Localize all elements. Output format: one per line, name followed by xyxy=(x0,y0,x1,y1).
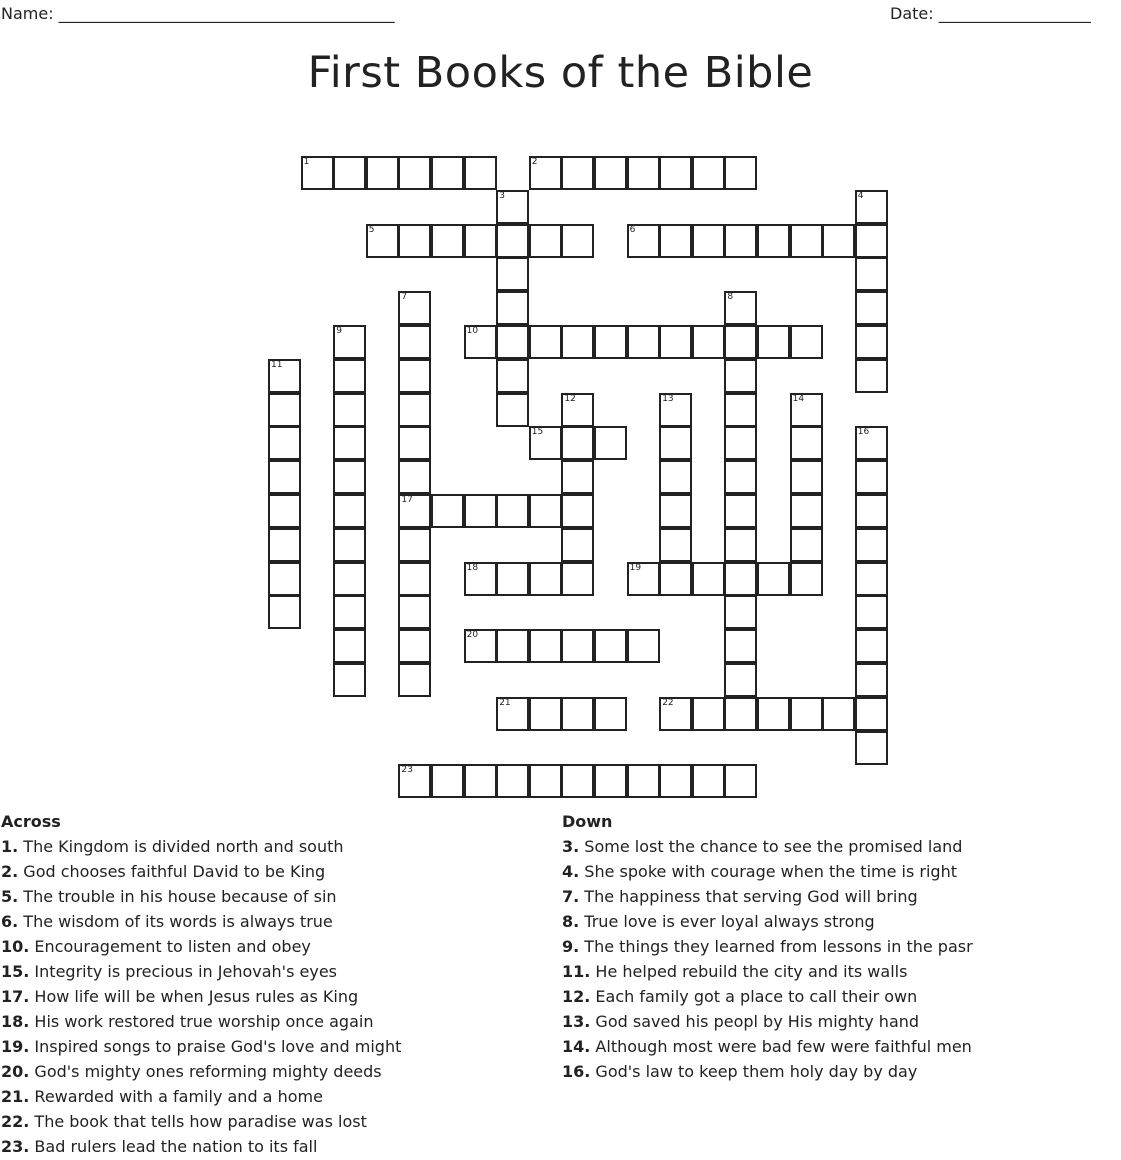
grid-cell[interactable] xyxy=(431,764,464,798)
clue-number: 7. xyxy=(562,887,580,906)
cell-number: 5 xyxy=(368,224,375,235)
grid-cell[interactable] xyxy=(724,460,757,494)
grid-cell[interactable] xyxy=(790,224,823,258)
clue-number: 9. xyxy=(562,937,580,956)
grid-cell[interactable] xyxy=(692,224,725,258)
grid-cell[interactable] xyxy=(268,494,301,528)
grid-cell[interactable] xyxy=(496,224,529,258)
clue-number: 4. xyxy=(562,862,580,881)
cell-number: 8 xyxy=(727,292,734,303)
grid-cell[interactable] xyxy=(724,156,757,190)
grid-cell[interactable] xyxy=(790,528,823,562)
grid-cell[interactable] xyxy=(790,697,823,731)
grid-cell[interactable] xyxy=(855,697,888,731)
grid-cell[interactable] xyxy=(333,595,366,629)
grid-cell[interactable] xyxy=(496,393,529,427)
across-clue xyxy=(1,959,401,984)
grid-cell[interactable] xyxy=(268,393,301,427)
across-clue xyxy=(1,834,401,859)
grid-cell[interactable] xyxy=(594,156,627,190)
grid-cell[interactable] xyxy=(398,426,431,460)
grid-cell[interactable] xyxy=(398,629,431,663)
cell-number: 20 xyxy=(466,630,479,641)
clue-number: 8. xyxy=(562,912,580,931)
across-clue xyxy=(1,1059,401,1084)
clue-text: The book that tells how paradise was lost xyxy=(29,1112,367,1131)
down-clue xyxy=(562,984,973,1009)
grid-cell[interactable] xyxy=(398,359,431,393)
grid-cell[interactable] xyxy=(268,595,301,629)
grid-cell[interactable] xyxy=(855,325,888,359)
grid-cell[interactable] xyxy=(659,325,692,359)
grid-cell[interactable] xyxy=(496,629,529,663)
grid-cell[interactable] xyxy=(855,257,888,291)
across-clue xyxy=(1,1009,401,1034)
grid-cell[interactable] xyxy=(398,528,431,562)
clue-text: Encouragement to listen and obey xyxy=(29,937,311,956)
grid-cell[interactable] xyxy=(398,325,431,359)
cell-number: 16 xyxy=(857,427,870,438)
grid-cell[interactable] xyxy=(561,528,594,562)
grid-cell[interactable] xyxy=(398,156,431,190)
cell-number: 21 xyxy=(499,697,511,708)
clue-text: True love is ever loyal always strong xyxy=(579,912,875,931)
grid-cell[interactable] xyxy=(398,460,431,494)
grid-cell[interactable] xyxy=(594,764,627,798)
clue-number: 10. xyxy=(1,937,30,956)
grid-cell[interactable] xyxy=(496,494,529,528)
grid-cell[interactable] xyxy=(724,393,757,427)
across-clue xyxy=(1,909,401,934)
grid-cell[interactable] xyxy=(855,731,888,765)
clue-text: The Kingdom is divided north and south xyxy=(18,837,344,856)
cell-number: 1 xyxy=(303,157,310,167)
clue-number: 14. xyxy=(562,1037,591,1056)
across-clue xyxy=(1,1134,401,1159)
clue-number: 22. xyxy=(1,1112,30,1131)
clue-text: The happiness that serving God will bring xyxy=(579,887,918,906)
cell-number: 19 xyxy=(629,562,642,573)
clue-text: God's mighty ones reforming mighty deeds xyxy=(29,1062,382,1081)
clue-number: 16. xyxy=(562,1062,591,1081)
grid-cell[interactable] xyxy=(659,460,692,494)
grid-cell[interactable] xyxy=(724,629,757,663)
grid-cell[interactable] xyxy=(724,528,757,562)
grid-cell[interactable] xyxy=(692,697,725,731)
grid-cell[interactable] xyxy=(659,156,692,190)
grid-cell[interactable] xyxy=(627,156,660,190)
cell-number: 10 xyxy=(466,326,479,336)
grid-cell[interactable] xyxy=(561,325,594,359)
across-clue xyxy=(1,859,401,884)
page-title: First Books of the Bible xyxy=(307,48,814,98)
grid-cell[interactable] xyxy=(724,764,757,798)
down-clue xyxy=(562,1009,973,1034)
clue-text: The wisdom of its words is always true xyxy=(18,912,333,931)
clue-number: 2. xyxy=(1,862,19,881)
grid-cell[interactable] xyxy=(790,325,823,359)
clue-number: 13. xyxy=(562,1012,591,1031)
grid-cell[interactable] xyxy=(855,528,888,562)
across-heading: Across xyxy=(1,812,61,831)
down-clue xyxy=(562,1034,973,1059)
grid-cell[interactable] xyxy=(268,562,301,596)
clue-number: 23. xyxy=(1,1137,30,1156)
down-clue xyxy=(562,1059,973,1084)
grid-cell[interactable] xyxy=(724,595,757,629)
grid-cell[interactable] xyxy=(431,156,464,190)
clue-number: 21. xyxy=(1,1087,30,1106)
grid-cell[interactable] xyxy=(855,562,888,596)
grid-cell[interactable] xyxy=(561,224,594,258)
grid-cell[interactable] xyxy=(496,325,529,359)
grid-cell[interactable] xyxy=(594,697,627,731)
across-clue xyxy=(1,884,401,909)
cell-number: 18 xyxy=(466,562,479,573)
grid-cell[interactable] xyxy=(659,426,692,460)
grid-cell[interactable] xyxy=(496,359,529,393)
down-clue xyxy=(562,959,973,984)
clue-text: Each family got a place to call their own xyxy=(590,987,918,1006)
grid-cell[interactable] xyxy=(594,426,627,460)
grid-cell[interactable] xyxy=(529,224,562,258)
clue-number: 5. xyxy=(1,887,19,906)
name-field-label[interactable]: Name: __________________________________________ xyxy=(1,4,395,23)
clue-number: 18. xyxy=(1,1012,30,1031)
grid-cell[interactable] xyxy=(529,697,562,731)
clue-number: 6. xyxy=(1,912,19,931)
grid-cell[interactable] xyxy=(692,764,725,798)
grid-cell[interactable] xyxy=(757,697,790,731)
cell-number: 3 xyxy=(499,190,505,201)
clue-text: She spoke with courage when the time is right xyxy=(579,862,957,881)
grid-cell[interactable] xyxy=(659,224,692,258)
down-heading: Down xyxy=(562,812,613,831)
grid-cell[interactable] xyxy=(268,426,301,460)
grid-cell[interactable] xyxy=(724,359,757,393)
grid-cell[interactable] xyxy=(561,697,594,731)
down-clue xyxy=(562,909,973,934)
grid-cell[interactable] xyxy=(561,156,594,190)
cell-number: 11 xyxy=(271,359,283,370)
grid-cell[interactable] xyxy=(496,291,529,325)
clue-text: Bad rulers lead the nation to its fall xyxy=(29,1137,318,1156)
grid-cell[interactable] xyxy=(333,494,366,528)
grid-cell[interactable] xyxy=(855,291,888,325)
grid-cell[interactable] xyxy=(790,460,823,494)
down-clue xyxy=(562,934,973,959)
grid-cell[interactable] xyxy=(724,562,757,596)
grid-cell[interactable] xyxy=(366,156,399,190)
grid-cell[interactable] xyxy=(561,764,594,798)
grid-cell[interactable] xyxy=(659,764,692,798)
grid-cell[interactable] xyxy=(333,528,366,562)
grid-cell[interactable] xyxy=(855,359,888,393)
grid-cell[interactable] xyxy=(757,325,790,359)
grid-cell[interactable] xyxy=(724,224,757,258)
down-clue xyxy=(562,884,973,909)
grid-cell[interactable] xyxy=(496,562,529,596)
grid-cell[interactable] xyxy=(659,528,692,562)
clue-text: The things they learned from lessons in the pasr xyxy=(579,937,973,956)
grid-cell[interactable] xyxy=(627,325,660,359)
clue-text: Inspired songs to praise God's love and might xyxy=(29,1037,402,1056)
grid-cell[interactable] xyxy=(398,224,431,258)
grid-cell[interactable] xyxy=(561,629,594,663)
grid-cell[interactable] xyxy=(855,629,888,663)
grid-cell[interactable] xyxy=(855,494,888,528)
grid-cell[interactable] xyxy=(855,460,888,494)
cell-number: 22 xyxy=(662,697,674,708)
down-clue-list xyxy=(562,834,973,1084)
clue-text: God chooses faithful David to be King xyxy=(18,862,326,881)
grid-cell[interactable] xyxy=(594,325,627,359)
clue-number: 19. xyxy=(1,1037,30,1056)
grid-cell[interactable] xyxy=(724,325,757,359)
grid-cell[interactable] xyxy=(529,629,562,663)
cell-number: 17 xyxy=(401,495,413,505)
grid-cell[interactable] xyxy=(529,562,562,596)
grid-cell[interactable] xyxy=(496,764,529,798)
clue-number: 11. xyxy=(562,962,591,981)
grid-cell[interactable] xyxy=(333,359,366,393)
cell-number: 4 xyxy=(857,190,864,201)
grid-cell[interactable] xyxy=(529,764,562,798)
grid-cell[interactable] xyxy=(627,764,660,798)
clue-number: 20. xyxy=(1,1062,30,1081)
grid-cell[interactable] xyxy=(561,562,594,596)
grid-cell[interactable] xyxy=(398,595,431,629)
grid-cell[interactable] xyxy=(496,257,529,291)
grid-cell[interactable] xyxy=(724,697,757,731)
grid-cell[interactable] xyxy=(529,325,562,359)
cell-number: 9 xyxy=(336,326,342,336)
across-clue xyxy=(1,1084,401,1109)
grid-cell[interactable] xyxy=(561,460,594,494)
cell-number: 2 xyxy=(531,157,538,167)
clue-text: His work restored true worship once again xyxy=(29,1012,374,1031)
cell-number: 23 xyxy=(401,765,413,776)
clue-text: Some lost the chance to see the promised land xyxy=(579,837,963,856)
clue-number: 3. xyxy=(562,837,580,856)
clue-text: How life will be when Jesus rules as King xyxy=(29,987,359,1006)
grid-cell[interactable] xyxy=(398,663,431,697)
cell-number: 12 xyxy=(564,393,576,404)
clue-number: 17. xyxy=(1,987,30,1006)
grid-cell[interactable] xyxy=(790,494,823,528)
grid-cell[interactable] xyxy=(333,426,366,460)
clue-text: The trouble in his house because of sin xyxy=(18,887,337,906)
grid-cell[interactable] xyxy=(822,697,855,731)
grid-cell[interactable] xyxy=(692,325,725,359)
grid-cell[interactable] xyxy=(724,494,757,528)
grid-cell[interactable] xyxy=(594,629,627,663)
date-field-label[interactable]: Date: ___________________ xyxy=(890,4,1091,23)
cell-number: 13 xyxy=(662,393,674,404)
grid-cell[interactable] xyxy=(724,426,757,460)
grid-cell[interactable] xyxy=(627,629,660,663)
grid-cell[interactable] xyxy=(724,663,757,697)
grid-cell[interactable] xyxy=(855,595,888,629)
grid-cell[interactable] xyxy=(268,460,301,494)
grid-cell[interactable] xyxy=(561,426,594,460)
grid-cell[interactable] xyxy=(790,426,823,460)
clue-text: God's law to keep them holy day by day xyxy=(590,1062,918,1081)
grid-cell[interactable] xyxy=(268,528,301,562)
across-clue xyxy=(1,934,401,959)
grid-cell[interactable] xyxy=(398,562,431,596)
grid-cell[interactable] xyxy=(464,224,497,258)
clue-number: 1. xyxy=(1,837,19,856)
grid-cell[interactable] xyxy=(529,494,562,528)
cell-number: 7 xyxy=(401,292,408,303)
clue-number: 12. xyxy=(562,987,591,1006)
grid-cell[interactable] xyxy=(790,562,823,596)
grid-cell[interactable] xyxy=(333,629,366,663)
grid-cell[interactable] xyxy=(398,393,431,427)
grid-cell[interactable] xyxy=(431,494,464,528)
grid-cell[interactable] xyxy=(561,494,594,528)
grid-cell[interactable] xyxy=(333,156,366,190)
cell-number: 15 xyxy=(531,427,544,438)
clue-text: He helped rebuild the city and its walls xyxy=(590,962,908,981)
across-clue xyxy=(1,984,401,1009)
down-clue xyxy=(562,834,973,859)
grid-cell[interactable] xyxy=(855,663,888,697)
grid-cell[interactable] xyxy=(855,224,888,258)
clue-text: God saved his peopl by His mighty hand xyxy=(590,1012,920,1031)
grid-cell[interactable] xyxy=(333,562,366,596)
down-clue xyxy=(562,859,973,884)
grid-cell[interactable] xyxy=(692,156,725,190)
grid-cell[interactable] xyxy=(431,224,464,258)
grid-cell[interactable] xyxy=(659,562,692,596)
grid-cell[interactable] xyxy=(464,494,497,528)
grid-cell[interactable] xyxy=(333,393,366,427)
cell-number: 14 xyxy=(792,393,805,404)
grid-cell[interactable] xyxy=(464,156,497,190)
clue-number: 15. xyxy=(1,962,30,981)
grid-cell[interactable] xyxy=(822,224,855,258)
grid-cell[interactable] xyxy=(464,764,497,798)
across-clue xyxy=(1,1034,401,1059)
grid-cell[interactable] xyxy=(333,460,366,494)
clue-text: Although most were bad few were faithful men xyxy=(590,1037,972,1056)
grid-cell[interactable] xyxy=(757,562,790,596)
grid-cell[interactable] xyxy=(333,663,366,697)
cell-number: 6 xyxy=(629,224,636,235)
clue-text: Integrity is precious in Jehovah's eyes xyxy=(29,962,337,981)
grid-cell[interactable] xyxy=(659,494,692,528)
grid-cell[interactable] xyxy=(692,562,725,596)
across-clue xyxy=(1,1109,401,1134)
across-clue-list xyxy=(1,834,401,1159)
clue-text: Rewarded with a family and a home xyxy=(29,1087,323,1106)
grid-cell[interactable] xyxy=(757,224,790,258)
